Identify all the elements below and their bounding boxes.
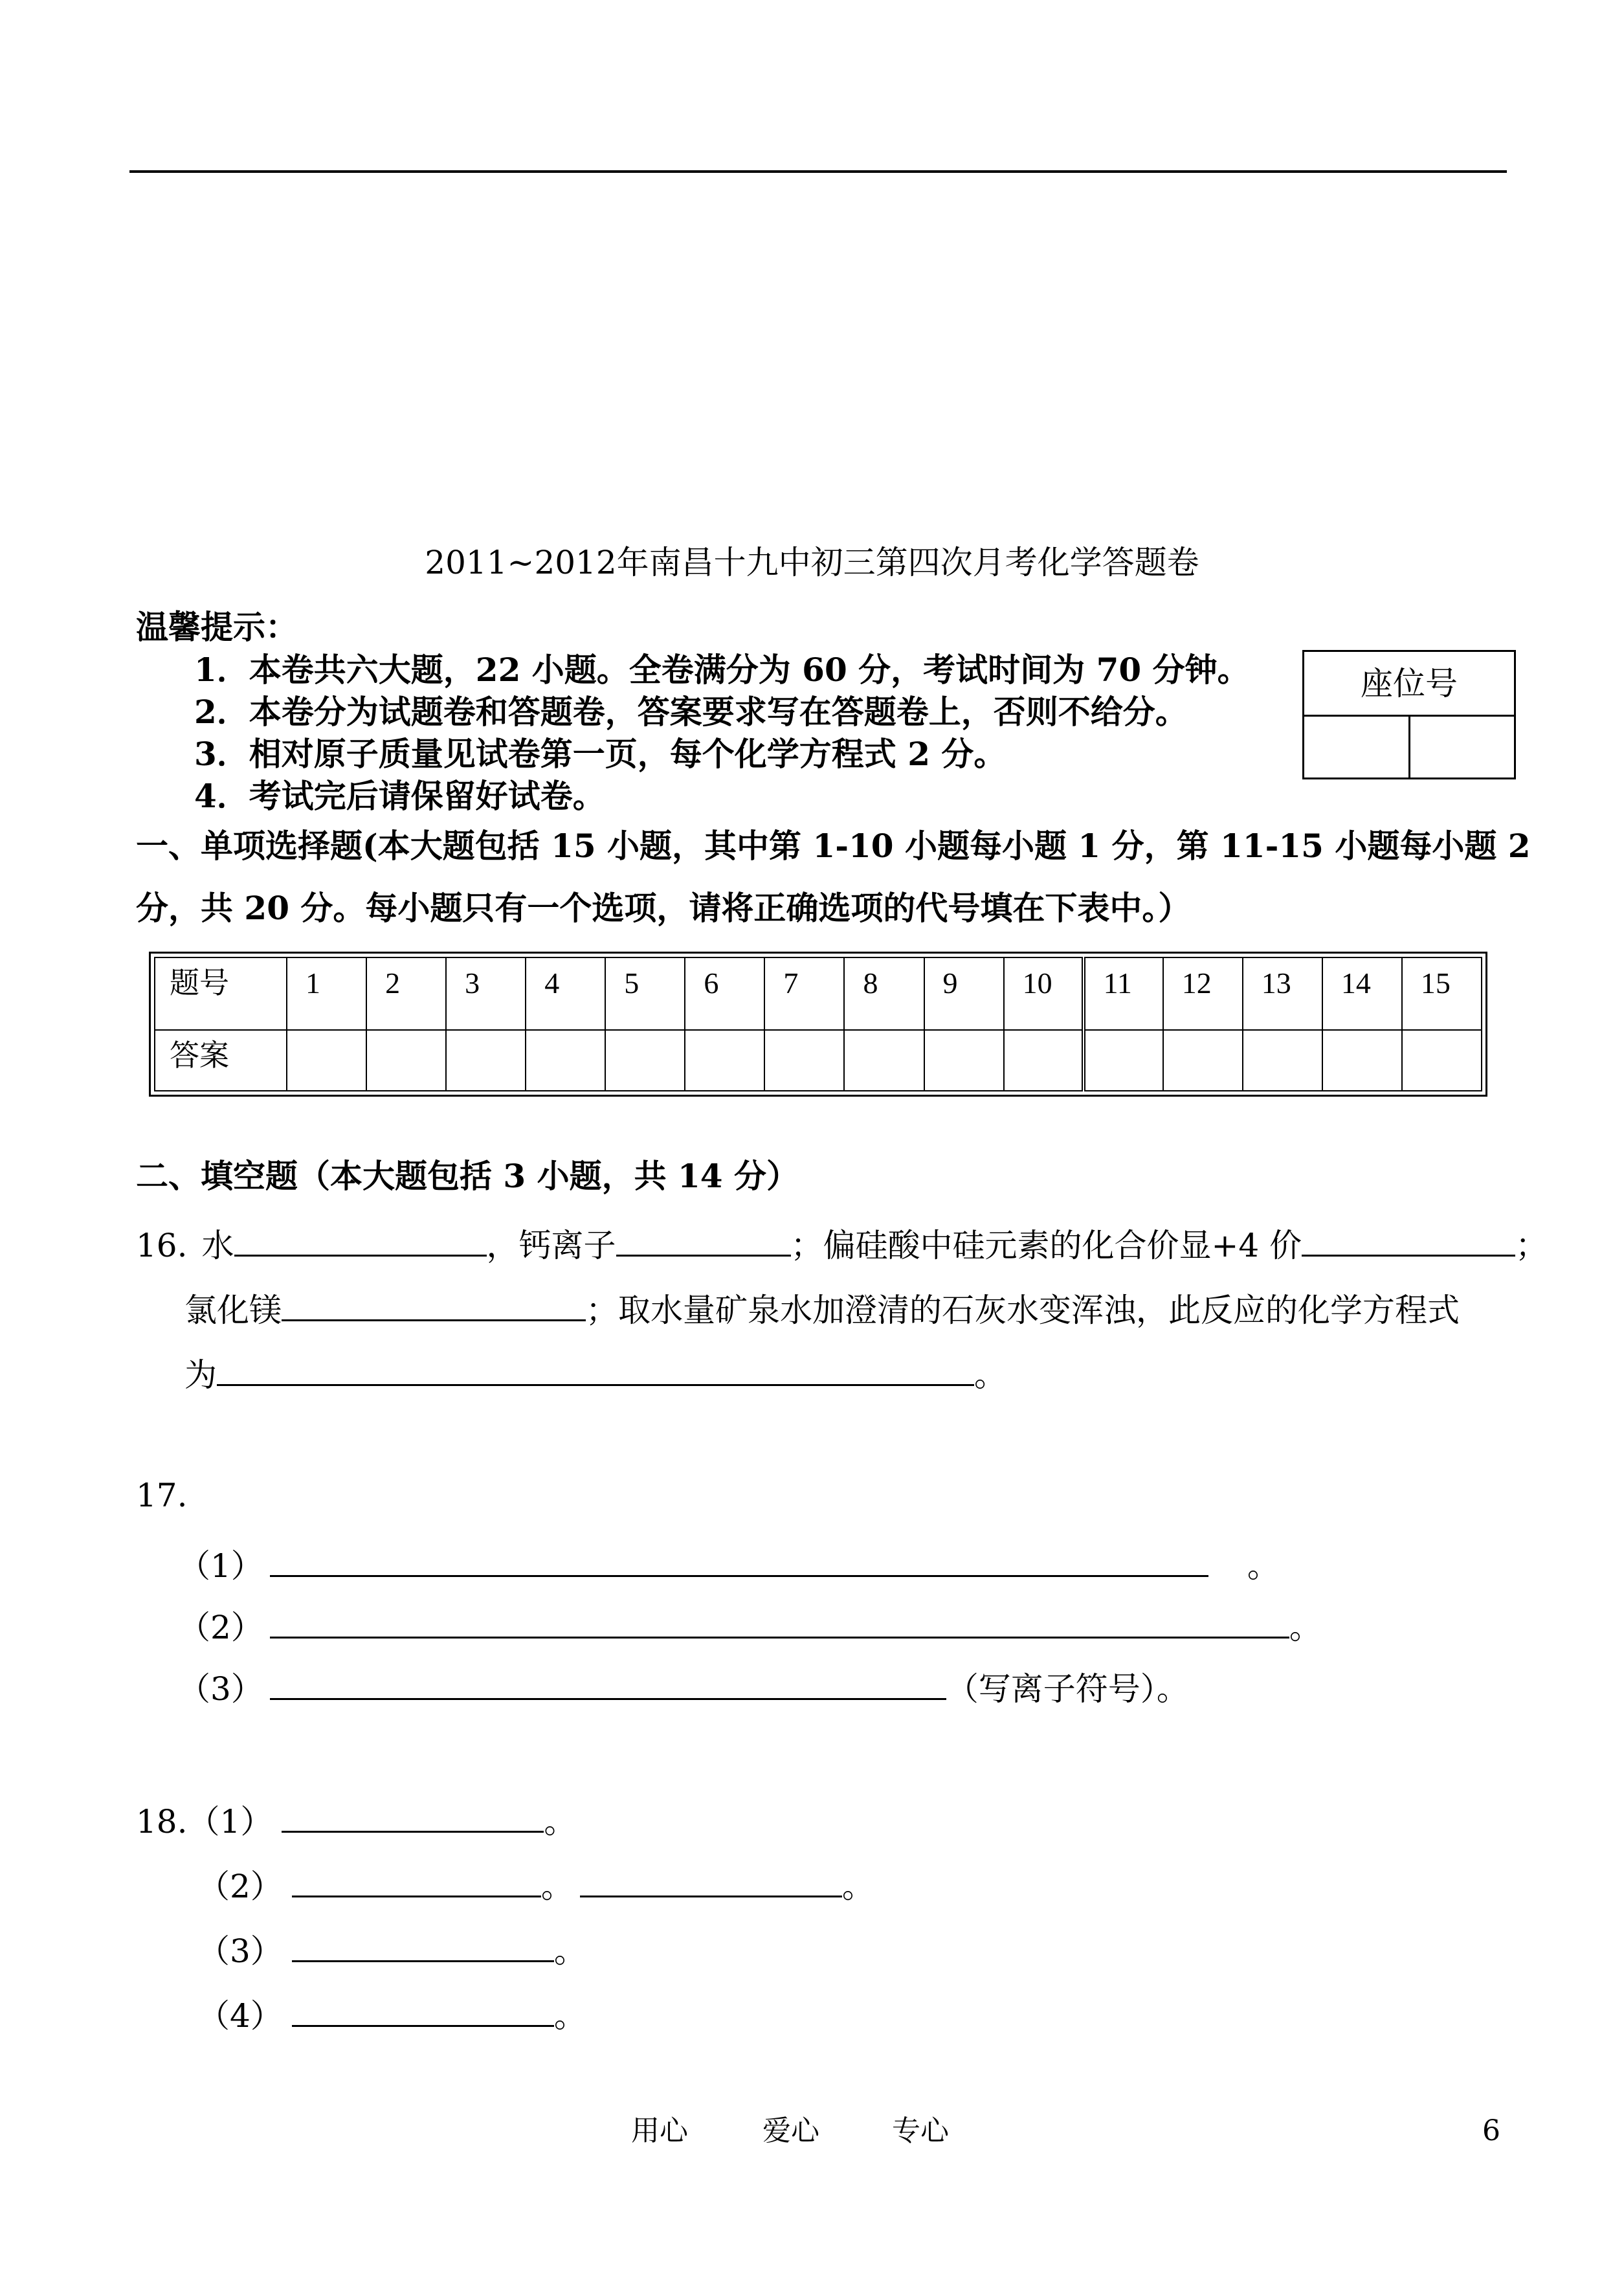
q17-part2	[178, 1605, 1322, 1644]
q17-part3	[178, 1667, 1189, 1708]
q17-part1-label: （1）	[178, 1547, 263, 1585]
q16-line3-end: 。	[974, 1356, 1007, 1394]
answer-cell[interactable]	[924, 1030, 1004, 1091]
q17-part3-label: （3）	[178, 1670, 263, 1708]
q16-calcium-ion-label: ，钙离子	[486, 1227, 616, 1264]
answer-cell[interactable]	[366, 1030, 446, 1091]
q16-silicon-label: ；偏硅酸中硅元素的化合价显+4 价	[790, 1227, 1302, 1264]
footer-word-3: 专心	[892, 2114, 949, 2147]
question-number: 6	[685, 957, 764, 1030]
question-number: 14	[1322, 957, 1402, 1030]
q17-part2-label: （2）	[178, 1609, 263, 1646]
q17-number: 17.	[136, 1477, 188, 1514]
seat-number-cell-2[interactable]	[1408, 717, 1515, 777]
q16-silicon-blank[interactable]	[1302, 1224, 1515, 1257]
footer-word-1: 用心	[631, 2114, 688, 2147]
seat-number-label: 座位号	[1304, 652, 1514, 717]
answer-cell[interactable]	[1163, 1030, 1243, 1091]
footer-word-2: 爱心	[762, 2114, 819, 2147]
question-number: 3	[446, 957, 526, 1030]
answer-table	[149, 952, 1487, 1097]
notice-item-1: 1．本卷共六大题，22 小题。全卷满分为 60 分，考试时间为 70 分钟。	[194, 651, 1250, 689]
seat-number-cell-1[interactable]	[1304, 717, 1408, 777]
q16-line3	[184, 1353, 1007, 1394]
answer-label: 答案	[155, 1030, 287, 1091]
q16-line2	[184, 1288, 1460, 1329]
question-number: 2	[366, 957, 446, 1030]
q18-part4-end: 。	[553, 1997, 586, 2035]
answer-cell[interactable]	[1004, 1030, 1084, 1091]
question-number: 7	[764, 957, 844, 1030]
question-number: 1	[287, 957, 366, 1030]
question-number: 11	[1084, 957, 1163, 1030]
answer-cell[interactable]	[526, 1030, 605, 1091]
q18-part2-blank-a[interactable]	[292, 1864, 541, 1897]
q16-equation-blank[interactable]	[217, 1353, 974, 1386]
notice-item-4: 4．考试完后请保留好试卷。	[194, 777, 605, 815]
q16-line1-end: ；	[1515, 1227, 1548, 1264]
q18-part4-label: （4）	[197, 1997, 283, 2035]
answer-cell[interactable]	[844, 1030, 924, 1091]
answer-cell[interactable]	[1402, 1030, 1482, 1091]
q16-mgcl-label: 氯化镁	[184, 1292, 282, 1329]
header-rule	[129, 170, 1507, 173]
question-number: 13	[1243, 957, 1322, 1030]
q18-part2-mid: 。	[540, 1868, 573, 1905]
notice-item-3: 3．相对原子质量见试卷第一页，每个化学方程式 2 分。	[194, 735, 1007, 773]
answer-cell[interactable]	[764, 1030, 844, 1091]
q18-part1-end: 。	[544, 1803, 577, 1840]
question-number: 9	[924, 957, 1004, 1030]
notice-item-2: 2．本卷分为试题卷和答题卷，答案要求写在答题卷上，否则不给分。	[194, 693, 1188, 731]
q16-water-label: 水	[201, 1227, 234, 1264]
question-number: 12	[1163, 957, 1243, 1030]
q18-part3-label: （3）	[197, 1932, 283, 1970]
q18-part3-end: 。	[553, 1932, 586, 1970]
q16-water-blank[interactable]	[234, 1224, 487, 1257]
q16-mgcl-blank[interactable]	[282, 1288, 586, 1321]
question-number: 5	[605, 957, 685, 1030]
q17-part3-end: （写离子符号）。	[946, 1670, 1189, 1708]
q18-part1-label: （1）	[187, 1803, 273, 1840]
q18-part2-blank-b[interactable]	[580, 1864, 842, 1897]
q18-part3-blank[interactable]	[292, 1929, 554, 1962]
q17-part1-end: 。	[1247, 1547, 1280, 1585]
q17-part2-blank[interactable]	[270, 1605, 1289, 1639]
page-number: 6	[1482, 2114, 1500, 2147]
q16-line1	[136, 1224, 1548, 1262]
section1-heading-line2: 分，共 20 分。每小题只有一个选项，请将正确选项的代号填在下表中。）	[136, 889, 1191, 927]
seat-number-box	[1302, 650, 1516, 779]
page-title: 2011~2012年南昌十九中初三第四次月考化学答题卷	[425, 544, 1199, 581]
q18-part2-end: 。	[841, 1868, 874, 1905]
q18-part1	[136, 1800, 576, 1838]
q18-part2	[197, 1864, 874, 1903]
q16-wei-label: 为	[184, 1356, 217, 1394]
q16-calcium-ion-blank[interactable]	[616, 1224, 791, 1257]
q18-part4-blank[interactable]	[292, 1994, 554, 2027]
q18-number: 18.	[136, 1803, 188, 1840]
answer-cell[interactable]	[1322, 1030, 1402, 1091]
q18-part4	[197, 1994, 586, 2035]
q16-reaction-text: ；取水量矿泉水加澄清的石灰水变浑浊，此反应的化学方程式	[586, 1292, 1460, 1329]
q17-part1-blank[interactable]	[270, 1544, 1208, 1577]
answer-cell[interactable]	[1243, 1030, 1322, 1091]
section2-heading: 二、填空题（本大题包括 3 小题，共 14 分）	[136, 1157, 799, 1195]
answer-cell[interactable]	[446, 1030, 526, 1091]
q17-part1	[178, 1544, 1280, 1585]
question-number: 4	[526, 957, 605, 1030]
q18-part1-blank[interactable]	[282, 1800, 544, 1833]
answer-cell[interactable]	[685, 1030, 764, 1091]
question-number: 15	[1402, 957, 1482, 1030]
q17-part3-blank[interactable]	[270, 1667, 946, 1700]
question-number: 8	[844, 957, 924, 1030]
q16-number: 16.	[136, 1227, 188, 1264]
q18-part2-label: （2）	[197, 1868, 283, 1905]
answer-cell[interactable]	[1084, 1030, 1163, 1091]
notice-heading: 温馨提示：	[136, 608, 298, 646]
answer-cell[interactable]	[287, 1030, 366, 1091]
answer-cell[interactable]	[605, 1030, 685, 1091]
q18-part3	[197, 1929, 586, 1970]
section1-heading-line1: 一、单项选择题(本大题包括 15 小题，其中第 1-10 小题每小题 1 分，第 11-15 小题每小题 2	[136, 827, 1531, 865]
q17-part2-end: 。	[1289, 1609, 1322, 1646]
question-number-label: 题号	[155, 957, 287, 1030]
question-number: 10	[1004, 957, 1084, 1030]
